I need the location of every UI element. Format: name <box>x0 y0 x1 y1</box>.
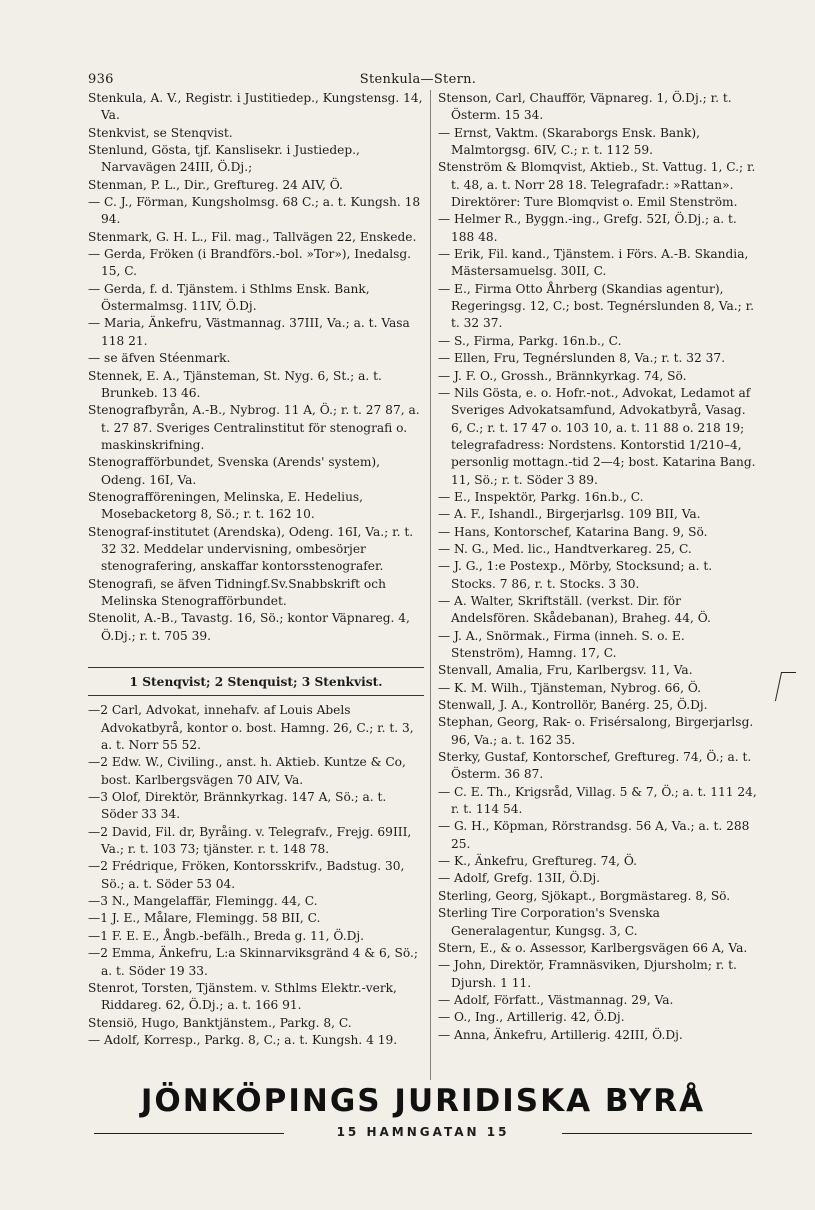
directory-entry: — Adolf, Grefg. 13II, Ö.Dj. <box>438 871 601 886</box>
directory-entry: Stenström & Blomqvist, Aktieb., St. Vattug. 1, C.; r. t. 48, a. t. Norr 28 18. Telegrafadr.: »Rattan». Direktörer: Ture Blomqvist o. Emil Stenström. <box>438 160 756 210</box>
directory-entry: Stennek, E. A., Tjänsteman, St. Nyg. 6, St.; a. t. Brunkeb. 13 46. <box>88 368 382 400</box>
directory-entry: Stenlund, Gösta, tjf. Kanslisekr. i Justiedep., Narvavägen 24III, Ö.Dj.; <box>88 143 360 175</box>
directory-entry: Stenografförbundet, Svenska (Arends' system), Odeng. 16I, Va. <box>88 455 381 487</box>
directory-entry: — Hans, Kontorschef, Katarina Bang. 9, Sö. <box>438 524 708 539</box>
directory-entry: Stenografbyrån, A.-B., Nybrog. 11 A, Ö.; r. t. 27 87, a. t. 27 87. Sveriges Centralinstitut för stenografi o. maskinskrifning. <box>88 403 420 452</box>
directory-entry: — Gerda, f. d. Tjänstem. i Sthlms Ensk. Bank, Östermalmsg. 11IV, Ö.Dj. <box>88 281 370 314</box>
directory-entry: Stenkula, A. V., Registr. i Justitiedep., Kungstensg. 14, Va. <box>88 91 423 123</box>
directory-entry: —3 Olof, Direktör, Brännkyrkag. 147 A, Sö.; a. t. Söder 33 34. <box>88 790 387 822</box>
directory-entry: — Adolf, Författ., Västmannag. 29, Va. <box>438 992 674 1007</box>
right-column <box>438 90 758 1044</box>
directory-entry: — E., Inspektör, Parkg. 16n.b., C. <box>438 489 644 504</box>
directory-entry: — J. A., Snörmak., Firma (inneh. S. o. E. Stenström), Hamng. 17, C. <box>438 628 685 660</box>
directory-entry: — J. F. O., Grossh., Brännkyrkag. 74, Sö. <box>438 368 687 383</box>
directory-entry: — E., Firma Otto Åhrberg (Skandias agentur), Regeringsg. 12, C.; bost. Tegnérslunden 8, Va.; r. t. 32 37. <box>438 281 754 331</box>
directory-entry: Stenolit, A.-B., Tavastg. 16, Sö.; kontor Väpnareg. 4, Ö.Dj.; r. t. 705 39. <box>88 611 410 643</box>
directory-entry: — N. G., Med. lic., Handtverkareg. 25, C. <box>438 541 692 556</box>
left-entries <box>88 90 424 645</box>
section-gap <box>88 645 424 663</box>
directory-entry: — Maria, Änkefru, Västmannag. 37III, Va.; a. t. Vasa 118 21. <box>88 316 410 348</box>
directory-entry: — se äfven Stéenmark. <box>88 351 231 366</box>
directory-entry: —2 Emma, Änkefru, L:a Skinnarviksgränd 4 & 6, Sö.; a. t. Söder 19 33. <box>88 946 418 978</box>
directory-entry: Stenkvist, se Stenqvist. <box>88 125 233 140</box>
margin-bracket-mark <box>775 672 796 701</box>
directory-entry: — C. J., Förman, Kungsholmsg. 68 C.; a. t. Kungsh. 18 94. <box>88 195 421 227</box>
directory-entry: — Ernst, Vaktm. (Skaraborgs Ensk. Bank), Malmtorgsg. 6IV, C.; r. t. 112 59. <box>438 125 701 158</box>
directory-entry: — Ellen, Fru, Tegnérslunden 8, Va.; r. t. 32 37. <box>438 351 726 366</box>
directory-entry: Stenografi, se äfven Tidningf.Sv.Snabbskrift och Melinska Stenografförbundet. <box>88 576 386 608</box>
section-rule <box>88 667 424 668</box>
section-rule <box>88 695 424 696</box>
running-head: Stenkula—Stern. <box>359 72 477 87</box>
banner-address-row <box>88 1123 758 1145</box>
banner-firm-name: JÖNKÖPINGS JURIDISKA BYRÅ <box>140 1083 706 1119</box>
directory-entry: Sterling, Georg, Sjökapt., Borgmästareg. 8, Sö. <box>438 888 731 903</box>
page-number: 936 <box>88 72 114 87</box>
directory-entry: —3 N., Mangelaffär, Flemingg. 44, C. <box>88 894 318 909</box>
banner-address: 15 HAMNGATAN 15 <box>336 1125 510 1139</box>
directory-entry: — A. Walter, Skriftställ. (verkst. Dir. för Andelsfören. Skådebanan), Braheg. 44, Ö. <box>438 593 711 626</box>
directory-entry: — A. F., Ishandl., Birgerjarlsg. 109 BII, Va. <box>438 507 701 522</box>
directory-entry: — C. E. Th., Krigsråd, Villag. 5 & 7, Ö.; a. t. 111 24, r. t. 114 54. <box>438 784 757 817</box>
column-divider <box>430 90 431 1080</box>
directory-entry: Stenman, P. L., Dir., Greftureg. 24 AIV, Ö. <box>88 177 343 192</box>
directory-entry: — Erik, Fil. kand., Tjänstem. i Förs. A.-B. Skandia, Mästersamuelsg. 30II, C. <box>438 247 749 279</box>
directory-entry: Sterling Tire Corporation's Svenska Generalagentur, Kungsg. 3, C. <box>438 906 660 938</box>
directory-entry: — Adolf, Korresp., Parkg. 8, C.; a. t. Kungsh. 4 19. <box>88 1032 398 1047</box>
directory-entry: Stenson, Carl, Chaufför, Väpnareg. 1, Ö.Dj.; r. t. Österm. 15 34. <box>438 91 732 123</box>
directory-entry: Stenvall, Amalia, Fru, Karlbergsv. 11, Va. <box>438 663 693 678</box>
directory-entry: Stenwall, J. A., Kontrollör, Banérg. 25, Ö.Dj. <box>438 698 708 713</box>
directory-entry: — Anna, Änkefru, Artillerig. 42III, Ö.Dj. <box>438 1027 683 1042</box>
directory-entry: —2 David, Fil. dr, Byråing. v. Telegrafv., Frejg. 69III, Va.; r. t. 103 73; tjänster. r. t. 148 78. <box>88 824 412 857</box>
advertisement-banner <box>88 1083 758 1145</box>
directory-entry: —2 Carl, Advokat, innehafv. af Louis Abels Advokatbyrå, kontor o. bost. Hamng. 26, C.; r. t. 3, a. t. Norr 55 52. <box>88 703 414 753</box>
directory-entry: Stensiö, Hugo, Banktjänstem., Parkg. 8, C. <box>88 1015 352 1030</box>
directory-entry: Stephan, Georg, Rak- o. Frisérsalong, Birgerjarlsg. 96, Va.; a. t. 162 35. <box>438 715 754 747</box>
directory-entry: — G. H., Köpman, Rörstrandsg. 56 A, Va.; a. t. 288 25. <box>438 819 750 851</box>
directory-entry: — S., Firma, Parkg. 16n.b., C. <box>438 333 622 348</box>
directory-entry: Sterky, Gustaf, Kontorschef, Greftureg. 74, Ö.; a. t. Österm. 36 87. <box>438 750 752 782</box>
directory-entry: — Nils Gösta, e. o. Hofr.-not., Advokat, Ledamot af Sveriges Advokatsamfund, Advokatbyrå, Vasag. 6, C.; r. t. 17 47 o. 103 10, a. t. 11 88 o. 218 19; telegrafadress: Nordstens. Kontorstid 1/210–4, personlig mottagn.-tid 2—4; bost. Katarina Bang. 11, Sö.; r. t. Söder 3 89. <box>438 385 756 487</box>
directory-entry: Stenografföreningen, Melinska, E. Hedelius, Mosebacketorg 8, Sö.; r. t. 162 10. <box>88 489 364 522</box>
right-entries <box>438 90 758 1044</box>
banner-rule-right <box>562 1133 752 1134</box>
page-header <box>88 72 748 90</box>
directory-entry: — O., Ing., Artillerig. 42, Ö.Dj. <box>438 1010 625 1025</box>
left-entries-2 <box>88 702 424 1049</box>
directory-entry: — J. G., 1:e Postexp., Mörby, Stocksund; a. t. Stocks. 7 86, r. t. Stocks. 3 30. <box>438 559 713 591</box>
directory-entry: Stern, E., & o. Assessor, Karlbergsvägen 66 A, Va. <box>438 940 748 955</box>
left-column <box>88 90 424 1049</box>
directory-entry: — K. M. Wilh., Tjänsteman, Nybrog. 66, Ö. <box>438 680 702 695</box>
directory-entry: —2 Frédrique, Fröken, Kontorsskrifv., Badstug. 30, Sö.; a. t. Söder 53 04. <box>88 859 405 891</box>
directory-entry: Stenograf-institutet (Arendska), Odeng. 16I, Va.; r. t. 32 32. Meddelar undervisning, ombesörjer stenografering, anskaffar kontorsstenografer. <box>88 524 414 574</box>
directory-entry: Stenrot, Torsten, Tjänstem. v. Sthlms Elektr.-verk, Riddareg. 62, Ö.Dj.; a. t. 166 91. <box>88 980 397 1013</box>
directory-entry: — K., Änkefru, Greftureg. 74, Ö. <box>438 854 637 869</box>
section-title: 1 Stenqvist; 2 Stenquist; 3 Stenkvist. <box>129 675 383 689</box>
directory-entry: —1 F. E. E., Ångb.-befälh., Breda g. 11, Ö.Dj. <box>88 928 365 943</box>
directory-entry: —1 J. E., Målare, Flemingg. 58 BII, C. <box>88 911 321 926</box>
directory-entry: — Helmer R., Byggn.-ing., Grefg. 52I, Ö.Dj.; a. t. 188 48. <box>438 212 737 244</box>
directory-entry: Stenmark, G. H. L., Fil. mag., Tallvägen 22, Enskede. <box>88 229 417 244</box>
directory-entry: — Gerda, Fröken (i Brandförs.-bol. »Tor»), Inedalsg. 15, C. <box>88 247 412 279</box>
directory-entry: —2 Edw. W., Civiling., anst. h. Aktieb. Kuntze & Co, bost. Karlbergsvägen 70 AIV, Va. <box>88 755 406 787</box>
directory-entry: — John, Direktör, Framnäsviken, Djursholm; r. t. Djursh. 1 11. <box>438 958 737 990</box>
